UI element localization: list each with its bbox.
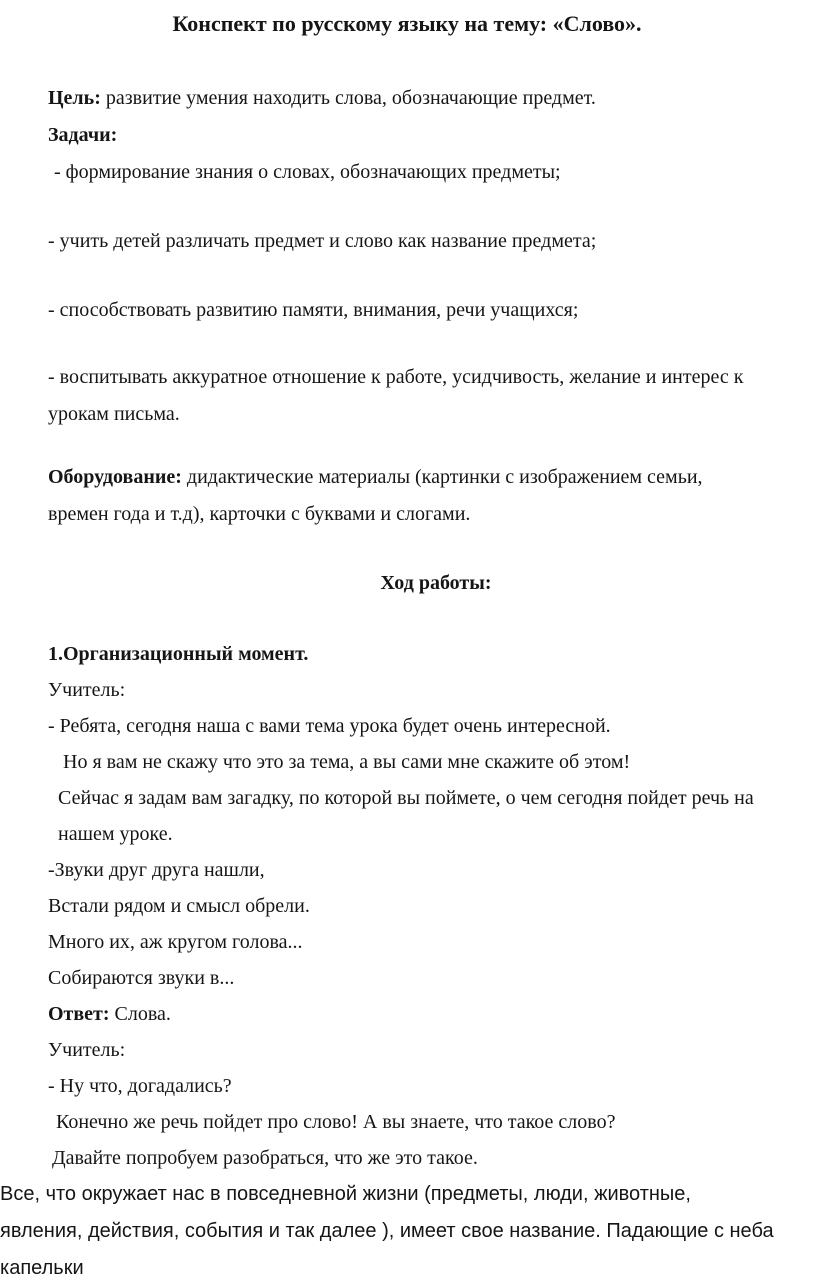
- riddle-line: Встали рядом и смысл обрели.: [48, 895, 310, 917]
- dialogue-line: Сейчас я задам вам загадку, по которой вы поймете, о чем сегодня пойдет речь на нашем уроке.: [58, 787, 754, 845]
- dialogue-line: Но я вам не скажу что это за тема, а вы сами мне скажите об этом!: [63, 751, 631, 773]
- footer-paragraph: Все, что окружает нас в повседневной жизни (предметы, люди, животные, явления, действия, события и так далее ), имеет свое название. Падающие с неба капельки: [0, 1183, 774, 1279]
- work-heading: Ход работы:: [380, 572, 492, 594]
- dialogue-line: Давайте попробуем разобраться, что же это такое.: [52, 1147, 478, 1169]
- equipment-label: Оборудование:: [48, 466, 182, 488]
- riddle-line: Собираются звуки в...: [48, 967, 235, 989]
- task-item: - способствовать развитию памяти, внимания, речи учащихся;: [48, 299, 579, 321]
- equipment-text: дидактические материалы (картинки с изображением семьи, времен года и т.д), карточки с буквами и слогами.: [48, 466, 703, 525]
- goal-text: развитие умения находить слова, обозначающие предмет.: [105, 87, 596, 109]
- tasks-label: Задачи:: [48, 124, 118, 146]
- equipment-line: [48, 459, 766, 533]
- task-item: - учить детей различать предмет и слово как название предмета;: [48, 230, 597, 252]
- riddle-line: -Звуки друг друга нашли,: [48, 859, 265, 881]
- dialogue-line: Конечно же речь пойдет про слово! А вы знаете, что такое слово?: [56, 1111, 616, 1133]
- dialogue-line: - Ну что, догадались?: [48, 1075, 232, 1097]
- task-item: - формирование знания о словах, обозначающих предметы;: [54, 161, 561, 183]
- goal-line: [48, 80, 766, 117]
- stage1-heading: 1.Организационный момент.: [48, 643, 309, 665]
- answer-text: Слова.: [114, 1003, 171, 1025]
- dialogue-line: Учитель:: [48, 1039, 126, 1061]
- dialogue-line: - Ребята, сегодня наша с вами тема урока будет очень интересной.: [48, 715, 611, 737]
- document-title: Конспект по русскому языку на тему: «Слово».: [172, 11, 642, 36]
- answer-label: Ответ:: [48, 1003, 110, 1025]
- goal-label: Цель:: [48, 87, 101, 109]
- task-item: - воспитывать аккуратное отношение к работе, усидчивость, желание и интерес к урокам письма.: [48, 366, 744, 425]
- dialogue-line: Учитель:: [48, 679, 126, 701]
- answer-line: [48, 996, 766, 1032]
- riddle-line: Много их, аж кругом голова...: [48, 931, 303, 953]
